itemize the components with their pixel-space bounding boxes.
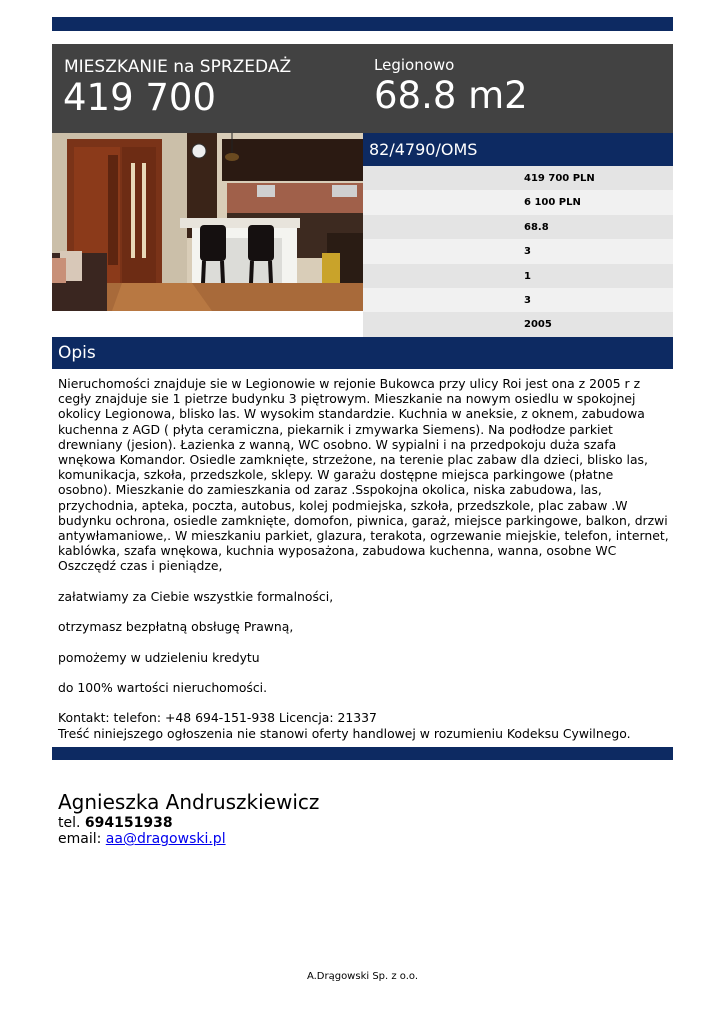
description-legal: otrzymasz bezpłatną obsługę Prawną,: [58, 619, 294, 635]
agent-email-link[interactable]: aa@dragowski.pl: [105, 831, 226, 847]
top-accent-bar: [52, 17, 673, 31]
description-disclaimer: Treść niniejszego ogłoszenia nie stanowi oferty handlowej w rozumieniu Kodeksu Cywilnego.: [58, 725, 631, 741]
description-body: [58, 376, 670, 741]
agent-name: Agnieszka Andruszkiewicz: [58, 790, 320, 814]
agent-email-label: email:: [58, 831, 102, 847]
agent-email-line: [58, 831, 319, 847]
listing-city: Legionowo: [374, 56, 455, 74]
detail-floor: 1: [363, 264, 673, 288]
description-formalities: załatwiamy za Ciebie wszystkie formalności,: [58, 588, 334, 604]
description-savings: Oszczędź czas i pieniądze,: [58, 558, 223, 574]
reference-number: 82/4790/OMS: [363, 133, 673, 166]
detail-area: 68.8: [363, 215, 673, 239]
description-main: Nieruchomości znajduje sie w Legionowie w rejonie Bukowca przy ulicy Roi jest ona z 2005 r z cegły znajduje sie 1 pietrze budynku 3 piętrowym. Mieszkanie na nowym osiedlu w spokojnej okolicy Legionowa, blisko las. W wysokim standardzie. Kuchnia w aneksie, z oknem, zabudowa kuchenna z AGD ( płyta ceramiczna, piekarnik i zmywarka Siemens). Na podłodze parkiet drewniany (jesion). Łazienka z wanną, WC osobno. W sypialni i na przedpokoju duża szafa wnękowa Komandor. Osiedle zamknięte, strzeżone, na terenie plac zabaw dla dzieci, blisko las, komunikacja, szkoła, przedszkole, sklepy. W garażu dostępne miejsca parkingowe (płatne osobno). Mieszkanie do zamieszkania od zaraz .Sspokojna okolica, niska zabudowa, las, przychodnia, apteka, poczta, autobus, kolej podmiejska, szkoła, przedszkole, plac zabaw .W budynku ochrona, osiedle zamknięte, domofon, piwnica, garaż, miejsce parkingowe, balkon, drzwi antywłamaniowe,. W mieszkaniu parkiet, glazura, terakota, ogrzewanie miejskie, telefon, internet, kablówka, szafa wnękowa, kuchnia wyposażona, zabudowa kuchenna, wanna, osobne WC: [58, 376, 669, 559]
description-credit: pomożemy w udzieleniu kredytu: [58, 649, 260, 665]
description-heading: Opis: [52, 337, 673, 369]
bottom-accent-bar: [52, 747, 673, 760]
detail-price: 419 700 PLN: [363, 166, 673, 190]
agent-contact: [58, 789, 319, 847]
detail-rooms: 3: [363, 239, 673, 263]
description-value: do 100% wartości nieruchomości.: [58, 680, 268, 695]
detail-price-per-m2: 6 100 PLN: [363, 190, 673, 214]
company-footer: A.Drągowski Sp. z o.o.: [306, 971, 419, 982]
property-photo: [52, 133, 363, 311]
listing-price: 419 700: [63, 76, 217, 119]
listing-type: MIESZKANIE na SPRZEDAŻ: [64, 57, 292, 77]
description-contact: Kontakt: telefon: +48 694-151-938 Licencja: 21337: [58, 710, 377, 726]
agent-phone-line: [58, 815, 319, 831]
detail-year-built: 2005: [363, 312, 673, 336]
listing-header: [52, 44, 673, 133]
details-table: [363, 166, 673, 337]
agent-phone: 694151938: [84, 815, 173, 831]
agent-phone-label: tel.: [58, 815, 81, 831]
listing-area: 68.8 m2: [374, 74, 528, 117]
detail-floors-total: 3: [363, 288, 673, 312]
